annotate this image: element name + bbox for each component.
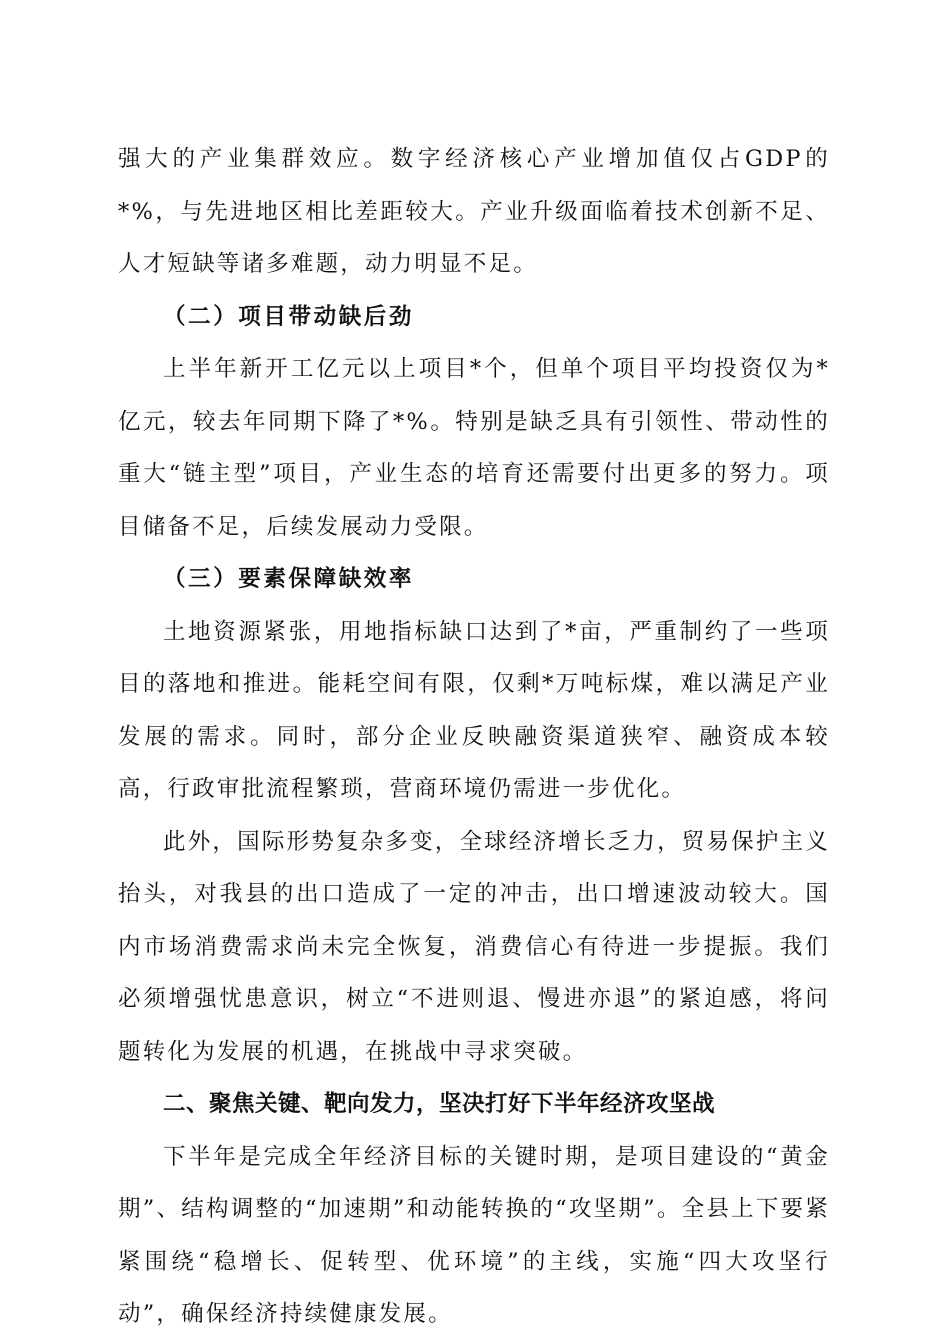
paragraph-international-situation: 此外，国际形势复杂多变，全球经济增长乏力，贸易保护主义抬头，对我县的出口造成了一定的冲击，出口增速波动较大。国内市场消费需求尚未完全恢复，消费信心有待进一步提振。我们必须增强忧患意识，树立“不进则退、慢进亦退”的紧迫感，将问题转化为发展的机遇，在挑战中寻求突破。 [118, 828, 830, 1065]
subheading-project-drive: （二）项目带动缺后劲 [163, 303, 415, 330]
paragraph-land-resources: 土地资源紧张，用地指标缺口达到了*亩，严重制约了一些项目的落地和推进。能耗空间有限，仅剩*万吨标煤，难以满足产业发展的需求。同时，部分企业反映融资渠道狭窄、融资成本较高，行政审批流程繁琐，营商环境仍需进一步优化。 [118, 618, 830, 802]
section-heading-second-half: 二、聚焦关键、靶向发力，坚决打好下半年经济攻坚战 [163, 1091, 716, 1117]
subheading-factor-guarantee: （三）要素保障缺效率 [163, 566, 415, 592]
paragraph-industry-cluster: 强大的产业集群效应。数字经济核心产业增加值仅占GDP的*%，与先进地区相比差距较大。产业升级面临着技术创新不足、人才短缺等诸多难题，动力明显不足。 [118, 146, 830, 277]
document-body [118, 133, 830, 1341]
paragraph-second-half-goals: 下半年是完成全年经济目标的关键时期，是项目建设的“黄金期”、结构调整的“加速期”和动能转换的“攻坚期”。全县上下要紧紧围绕“稳增长、促转型、优环境”的主线，实施“四大攻坚行动”，确保经济持续健康发展。 [118, 1143, 830, 1327]
paragraph-project-investment: 上半年新开工亿元以上项目*个，但单个项目平均投资仅为*亿元，较去年同期下降了*%。特别是缺乏具有引领性、带动性的重大“链主型”项目，产业生态的培育还需要付出更多的努力。项目储备不足，后续发展动力受限。 [118, 356, 830, 540]
